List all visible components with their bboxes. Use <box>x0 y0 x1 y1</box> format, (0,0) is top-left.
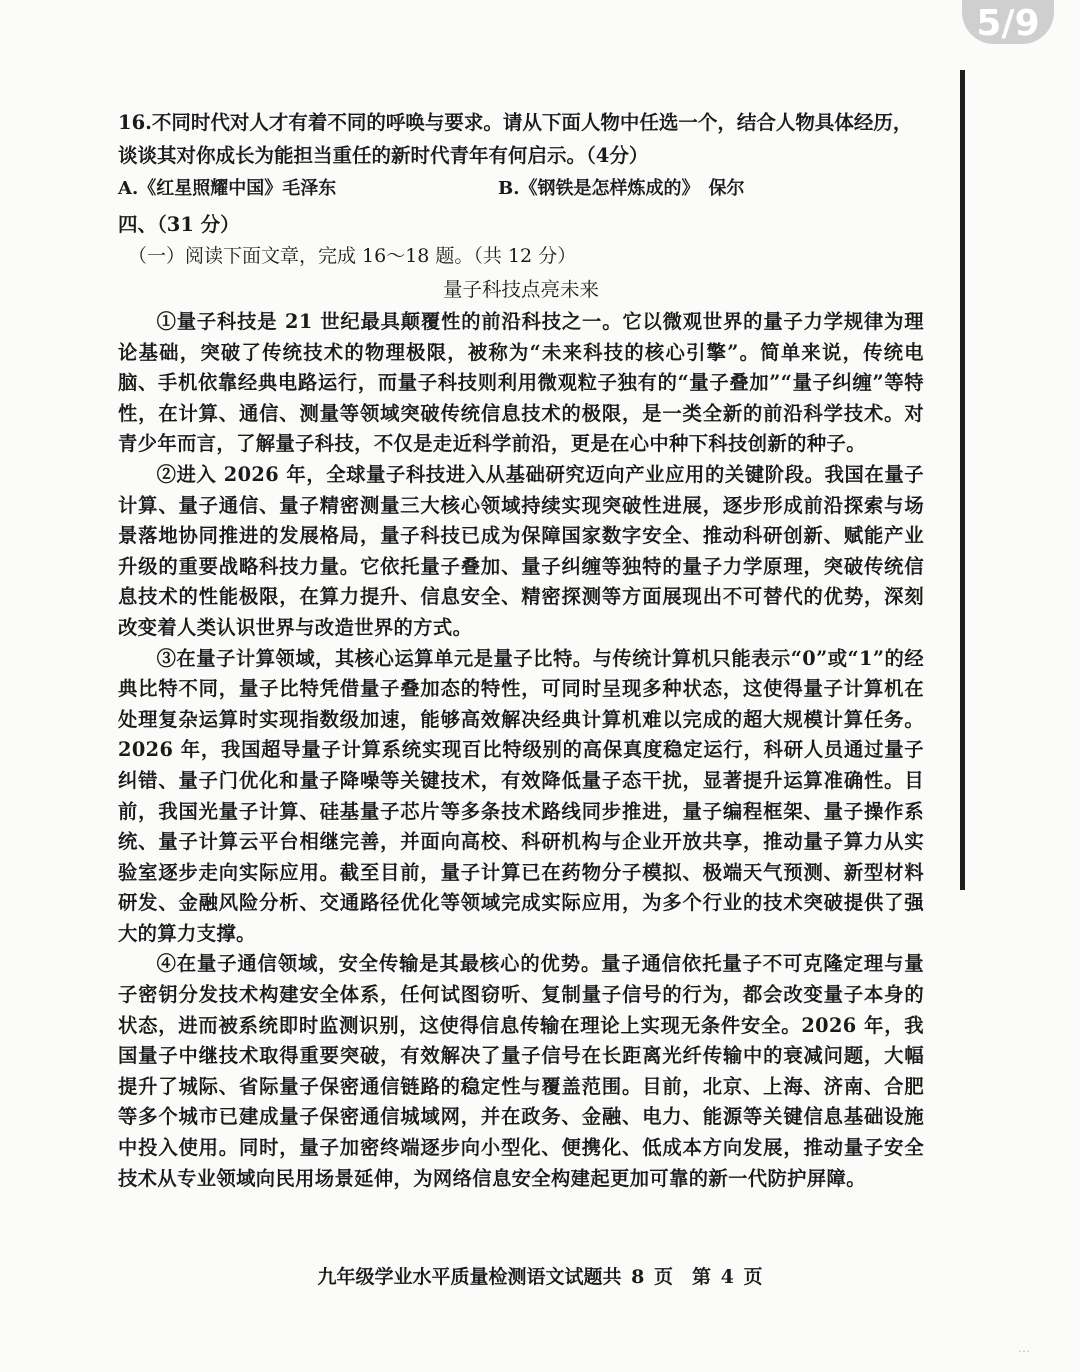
page-footer: 九年级学业水平质量检测语文试题共 8 页 第 4 页 <box>317 1266 763 1288</box>
watermark-mark: ⋯ <box>1018 1344 1030 1358</box>
article-paragraph-4: ④在量子通信领域，安全传输是其最核心的优势。量子通信依托量子不可克隆定理与量子密钥分发技术构建安全体系，任何试图窃听、复制量子信号的行为，都会改变量子本身的状态，进而被系统即时监测识别，这使得信息传输在理论上实现无条件安全。2026 年，我国量子中继技术取得重要突破，有效解决了量子信号在长距离光纤传输中的衰减问题，大幅提升了城际、省际量子保密通信链路的稳定性与覆盖范围。目前，北京、上海、济南、合肥等多个城市已建成量子保密通信城域网，并在政务、金融、电力、能源等关键信息基础设施中投入使用。同时，量子加密终端逐步向小型化、便携化、低成本方向发展，推动量子安全技术从专业领域向民用场景延伸，为网络信息安全构建起更加可靠的新一代防护屏障。 <box>118 952 924 1190</box>
option-a: A.《红星照耀中国》毛泽东 <box>118 178 337 199</box>
question-16-options <box>118 172 924 205</box>
reading-instructions: （一）阅读下面文章，完成 16～18 题。（共 12 分） <box>128 245 577 267</box>
option-b: B.《钢铁是怎样炼成的》 保尔 <box>498 178 745 199</box>
question-16-prompt: 16.不同时代对人才有着不同的呼唤与要求。请从下面人物中任选一个，结合人物具体经历，谈谈其对你成长为能担当重任的新时代青年有何启示。（4分） <box>118 111 913 167</box>
exam-page <box>118 106 924 1194</box>
margin-rule <box>960 70 965 890</box>
section-four-heading: 四、（31 分） <box>118 213 240 236</box>
page-counter-badge: 5/9 <box>962 0 1054 44</box>
article-paragraph-2: ②进入 2026 年，全球量子科技进入从基础研究迈向产业应用的关键阶段。我国在量子计算、量子通信、量子精密测量三大核心领域持续实现突破性进展，逐步形成前沿探索与场景落地协同推进的发展格局，量子科技已成为保障国家数字安全、推动科研创新、赋能产业升级的重要战略科技力量。它依托量子叠加、量子纠缠等独特的量子力学原理，突破传统信息技术的性能极限，在算力提升、信息安全、精密探测等方面展现出不可替代的优势，深刻改变着人类认识世界与改造世界的方式。 <box>118 462 924 639</box>
article-title: 量子科技点亮未来 <box>442 278 599 301</box>
article-paragraph-1: ①量子科技是 21 世纪最具颠覆性的前沿科技之一。它以微观世界的量子力学规律为理论基础，突破了传统技术的物理极限，被称为“未来科技的核心引擎”。简单来说，传统电脑、手机依靠经典电路运行，而量子科技则利用微观粒子独有的“量子叠加”“量子纠缠”等特性，在计算、通信、测量等领域突破传统信息技术的极限，是一类全新的前沿科学技术。对青少年而言，了解量子科技，不仅是走近科学前沿，更是在心中种下科技创新的种子。 <box>118 310 924 456</box>
article-paragraph-3: ③在量子计算领域，其核心运算单元是量子比特。与传统计算机只能表示“0”或“1”的经典比特不同，量子比特凭借量子叠加态的特性，可同时呈现多种状态，这使得量子计算机在处理复杂运算时实现指数级加速，能够高效解决经典计算机难以完成的超大规模计算任务。2026 年，我国超导量子计算系统实现百比特级别的高保真度稳定运行，科研人员通过量子纠错、量子门优化和量子降噪等关键技术，有效降低量子态干扰，显著提升运算准确性。目前，我国光量子计算、硅基量子芯片等多条技术路线同步推进，量子编程框架、量子操作系统、量子计算云平台相继完善，并面向高校、科研机构与企业开放共享，推动量子算力从实验室逐步走向实际应用。截至目前，量子计算已在药物分子模拟、极端天气预测、新型材料研发、金融风险分析、交通路径优化等领域完成实际应用，为多个行业的技术突破提供了强大的算力支撑。 <box>118 646 924 945</box>
